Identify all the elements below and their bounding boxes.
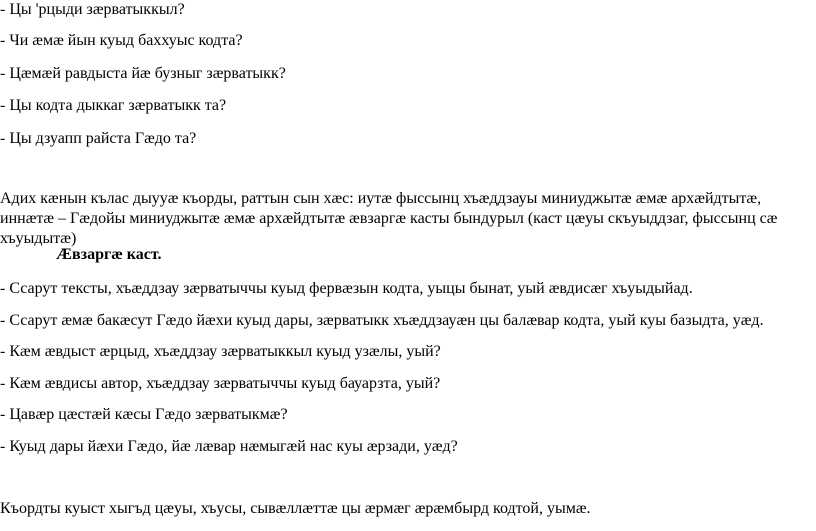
question-3: - Цæмæй равдыста йæ бузныг зæрватыкк? [0, 65, 286, 82]
task-3: - Кæм æвдыст æрцыд, хъæддзау зæрватыккыл куыд узæлы, уый? [0, 343, 441, 360]
task-4: - Кæм æвдисы автор, хъæддзау зæрватыччы куыд бауарзта, уый? [0, 375, 441, 392]
task-2: - Ссарут æмæ бакæсут Гæдо йæхи куыд дары, зæрватыкк хъæддзауæн цы балæвар кодта, уый куы базыдта, уæд. [0, 312, 764, 329]
task-5: - Цавæр цæстæй кæсы Гæдо зæрватыкмæ? [0, 406, 288, 423]
question-4: - Цы кодта дыккаг зæрватыкк та? [0, 97, 227, 114]
question-1: - Цы 'рцыди зæрватыккыл? [0, 1, 185, 18]
question-5: - Цы дзуапп райста Гæдо та? [0, 130, 197, 147]
section-heading: Æвзаргæ каст. [56, 246, 162, 263]
task-6: - Куыд дары йæхи Гæдо, йæ лæвар нæмыгæй нас куы æрзади, уæд? [0, 438, 458, 455]
instruction-paragraph: Адих кæнын кълас дыууæ къорды, раттын сын хæс: иутæ фыссынц хъæддзауы миниуджытæ æмæ архæйдтытæ, иннæтæ – Гæдойы миниуджытæ æмæ архæйдтытæ æвзаргæ касты бындурыл (каст цæуы скъуыддзаг, фыссынц сæ хъуыдытæ) [0, 190, 778, 247]
task-1: - Ссарут тексты, хъæддзау зæрватыччы куыд фервæзын кодта, уыцы бынат, уый æвдисæг хъуыдыйад. [0, 280, 693, 297]
closing-line: Къордты куыст хыгъд цæуы, хъусы, сывæллæттæ цы æрмæг æрæмбырд кодтой, уымæ. [0, 500, 591, 517]
question-2: - Чи æмæ йын куыд баххуыс кодта? [0, 32, 243, 49]
